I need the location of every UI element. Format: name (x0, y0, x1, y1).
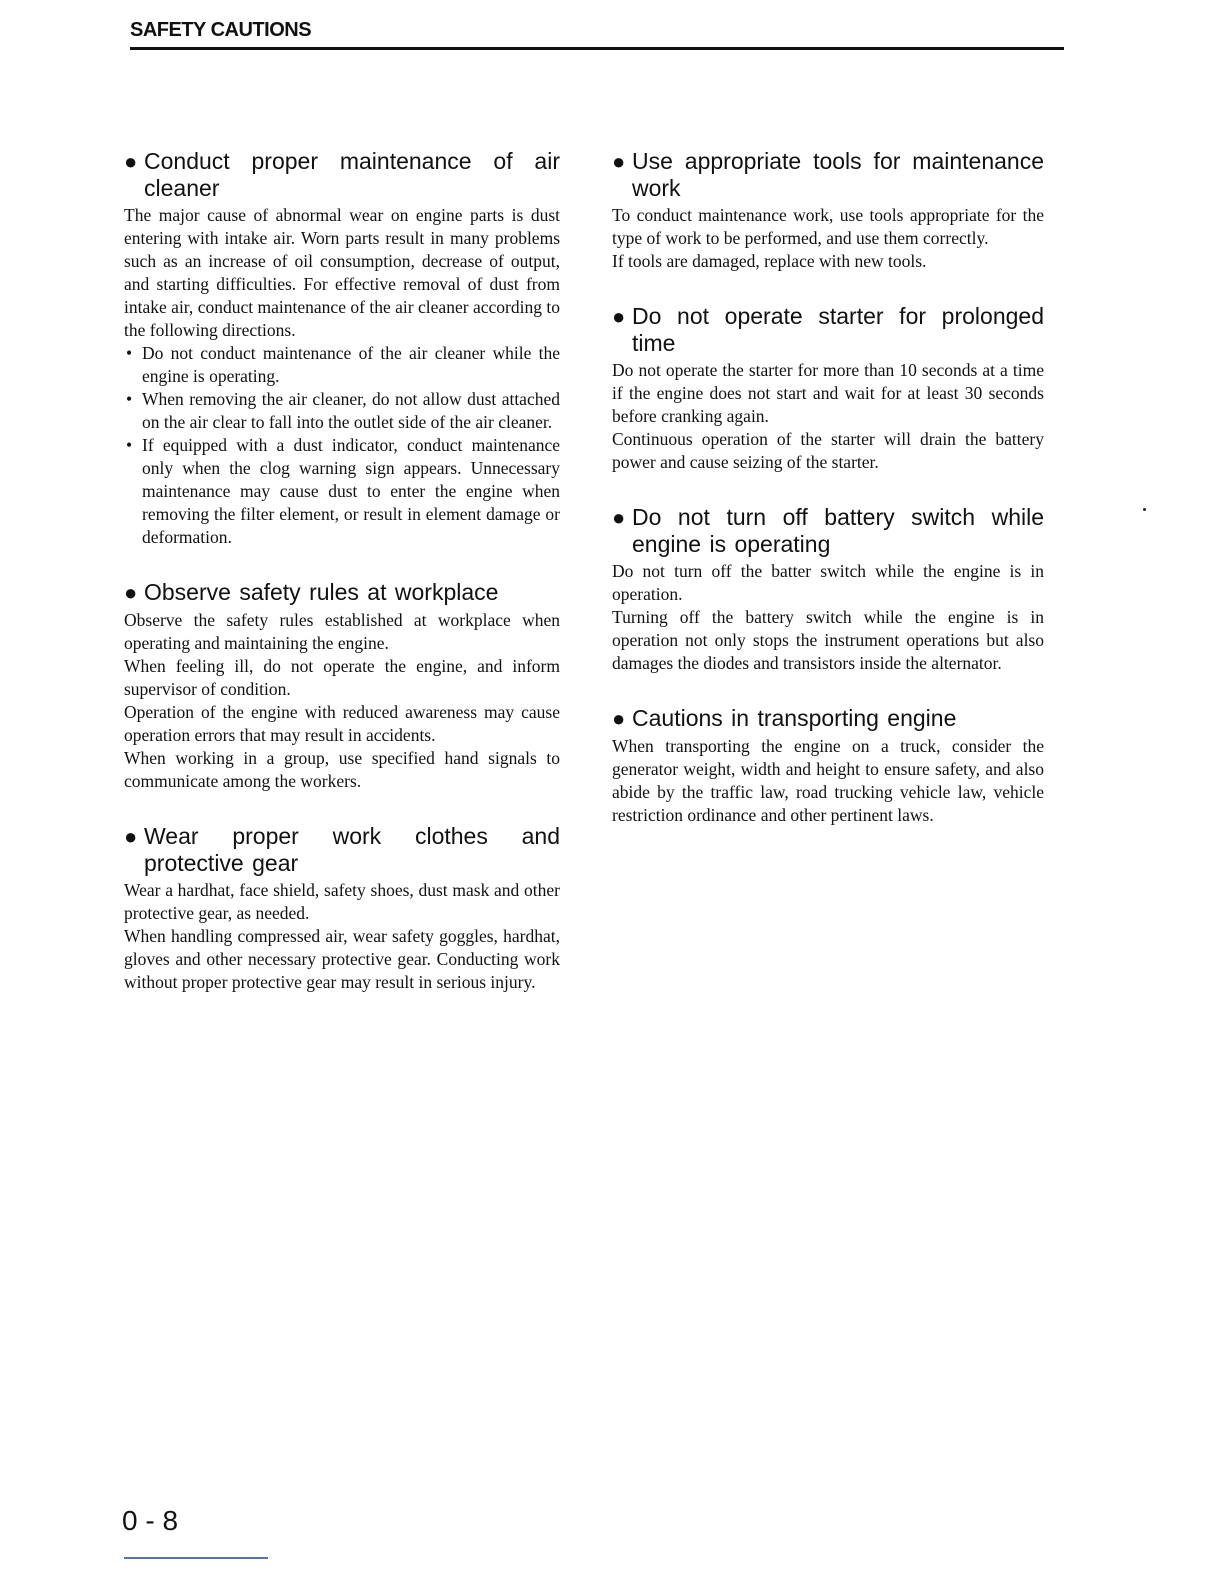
section-heading: ● Do not turn off battery switch while engine is operating (612, 504, 1044, 557)
bullet-icon: ● (612, 505, 626, 530)
section-transporting (612, 705, 1044, 827)
header-rule (130, 47, 1064, 50)
bullet-icon: ● (612, 706, 626, 731)
paragraph: Continuous operation of the starter will drain the battery power and cause seizing of the starter. (612, 429, 1044, 472)
section-starter (612, 303, 1044, 474)
section-heading: ● Wear proper work clothes and protective gear (124, 823, 560, 876)
section-heading: ● Do not operate starter for prolonged time (612, 303, 1044, 356)
right-column (612, 148, 1044, 857)
list-item: • When removing the air cleaner, do not allow dust attached on the air clear to fall into the outlet side of the air cleaner. (126, 389, 560, 432)
section-battery-switch (612, 504, 1044, 675)
section-heading: ● Cautions in transporting engine (612, 705, 957, 731)
section-tools (612, 148, 1044, 273)
section-heading: ● Conduct proper maintenance of air cleaner (124, 148, 560, 201)
paragraph: Turning off the battery switch while the engine is in operation not only stops the instrument operations but also damages the diodes and transistors inside the alternator. (612, 607, 1044, 673)
page-header (130, 18, 1064, 50)
bullet-icon: ● (124, 580, 138, 605)
paragraph: When handling compressed air, wear safety goggles, hardhat, gloves and other necessary protective gear. Conducting work without proper protective gear may result in serious injury. (124, 926, 560, 992)
small-bullet-icon: • (126, 389, 133, 409)
paragraph: When working in a group, use specified hand signals to communicate among the workers. (124, 748, 560, 791)
bullet-icon: ● (124, 824, 138, 849)
section-air-cleaner (124, 148, 560, 549)
paragraph: To conduct maintenance work, use tools appropriate for the type of work to be performed, and use them correctly. (612, 205, 1044, 248)
left-column (124, 148, 560, 1024)
small-bullet-icon: • (126, 435, 133, 455)
paragraph: Operation of the engine with reduced awareness may cause operation errors that may result in accidents. (124, 702, 560, 745)
paragraph: Wear a hardhat, face shield, safety shoes, dust mask and other protective gear, as needed. (124, 880, 560, 923)
bullet-icon: ● (612, 149, 626, 174)
scan-speck (1143, 508, 1146, 511)
page-number: 0 - 8 (122, 1505, 179, 1536)
instruction-list (124, 342, 560, 549)
paragraph: Do not turn off the batter switch while the engine is in operation. (612, 561, 1044, 604)
paragraph: The major cause of abnormal wear on engine parts is dust entering with intake air. Worn parts result in many problems such as an increase of oil consumption, decrease of output, and starting difficulties. For effective removal of dust from intake air, conduct maintenance of the air cleaner according to the following directions. (124, 205, 560, 340)
section-safety-rules (124, 579, 560, 793)
paragraph: When transporting the engine on a truck, consider the generator weight, width and height to ensure safety, and also abide by the traffic law, road trucking vehicle law, vehicle restriction ordinance and other pertinent laws. (612, 736, 1044, 825)
small-bullet-icon: • (126, 343, 133, 363)
paragraph: If tools are damaged, replace with new tools. (612, 251, 927, 271)
bullet-icon: ● (124, 149, 138, 174)
paragraph: Do not operate the starter for more than 10 seconds at a time if the engine does not start and wait for at least 30 seconds before cranking again. (612, 360, 1044, 426)
list-item: • If equipped with a dust indicator, conduct maintenance only when the clog warning sign appears. Unnecessary maintenance may cause dust to enter the engine when removing the filter element, or result in element damage or deformation. (126, 435, 560, 547)
paragraph: Observe the safety rules established at workplace when operating and maintaining the engine. (124, 610, 560, 653)
section-heading: ● Use appropriate tools for maintenance work (612, 148, 1044, 201)
paragraph: When feeling ill, do not operate the engine, and inform supervisor of condition. (124, 656, 560, 699)
section-protective-gear (124, 823, 560, 994)
page-title: SAFETY CAUTIONS (130, 19, 312, 41)
list-item: • Do not conduct maintenance of the air cleaner while the engine is operating. (126, 343, 560, 386)
bullet-icon: ● (612, 304, 626, 329)
section-heading: ● Observe safety rules at workplace (124, 579, 499, 605)
footer-rule (124, 1557, 268, 1559)
